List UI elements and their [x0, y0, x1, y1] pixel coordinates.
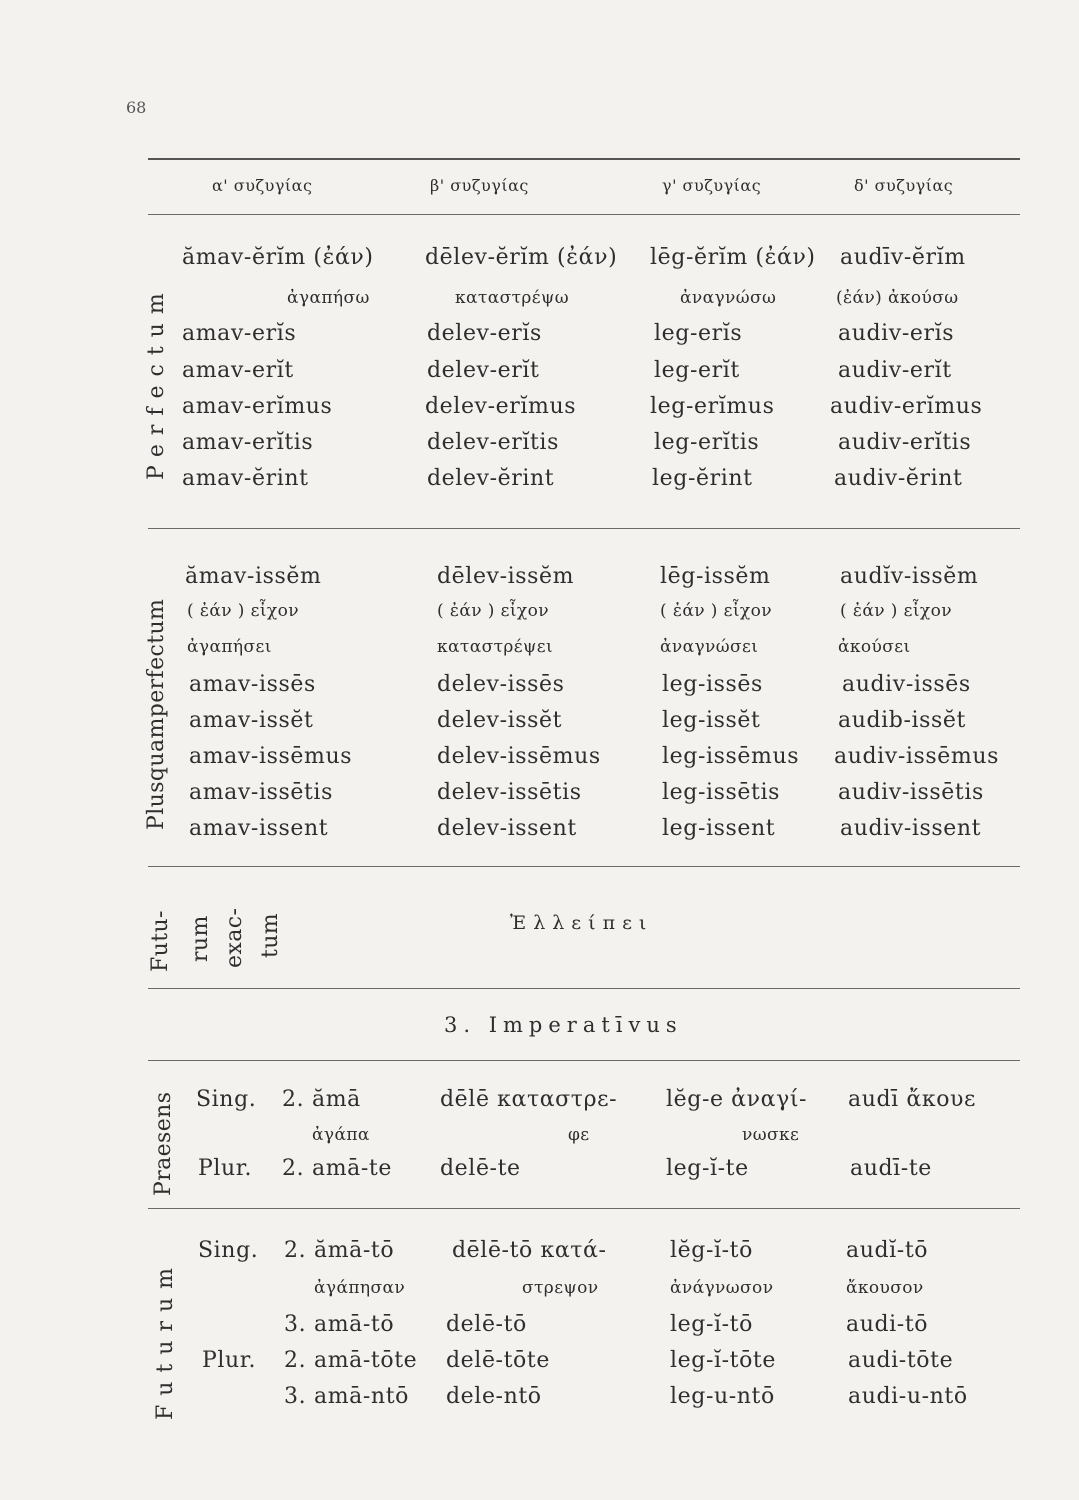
perfectum-row7-c3: leg-ĕrint	[652, 466, 753, 491]
praesens-plur-label: Plur.	[198, 1156, 253, 1181]
perfectum-row4-c2: delev-erĭt	[427, 358, 540, 383]
futurum-row1-c1: ămā-tō	[314, 1238, 395, 1263]
futurum-label: Futurum	[153, 1259, 178, 1420]
praesens-sing-num: 2.	[282, 1087, 305, 1112]
plusq-row6-c4: audiv-issēmus	[834, 744, 1000, 769]
futurum-row1-c3: lĕg-ĭ-tō	[670, 1238, 753, 1263]
perfectum-greek-c2: καταστρέψω	[455, 288, 569, 308]
perfectum-greek-c3: ἀναγνώσω	[680, 288, 777, 308]
perfectum-row6-c1: amav-erĭtis	[182, 430, 314, 455]
plusq-greek2-c3: ἀναγνώσει	[660, 637, 759, 657]
perfectum-row3-c4: audiv-erĭs	[838, 321, 955, 346]
plusq-row4-c4: audiv-issēs	[842, 672, 971, 697]
futurum-greek-c3: ἀνάγνωσον	[670, 1278, 774, 1298]
perfectum-row4-c4: audiv-erĭt	[838, 358, 952, 383]
futurum-exactum-bottom-rule	[148, 988, 1020, 989]
futurum-row5-c2: dele-ntō	[446, 1384, 542, 1409]
plusq-bottom-rule	[148, 866, 1020, 867]
plusq-row8-c2: delev-issent	[437, 816, 577, 841]
futurum-row3-num: 3.	[284, 1312, 307, 1337]
praesens-sing-c3: lĕg-e ἀναγί-	[666, 1087, 808, 1112]
plusq-row4-c1: amav-issēs	[189, 672, 316, 697]
perfectum-label: Perfectum	[144, 284, 169, 480]
futurum-sing-label: Sing.	[198, 1238, 259, 1263]
perfectum-row1-c4: audīv-ĕrĭm	[840, 245, 966, 270]
plusq-row4-c2: delev-issēs	[437, 672, 565, 697]
praesens-sing-c2: dēlē καταστρε-	[440, 1087, 618, 1112]
plusq-row7-c1: amav-issētis	[189, 780, 333, 805]
plusq-row7-c3: leg-issētis	[662, 780, 780, 805]
perfectum-row1-c1: ămav-ĕrĭm (ἐάν)	[182, 245, 374, 270]
futurum-row4-c4: audi-tōte	[848, 1348, 954, 1373]
plusq-greek1-c1: ( ἐάν ) εἶχον	[187, 601, 299, 621]
praesens-sing-greek-c1: ἀγάπα	[312, 1125, 370, 1145]
praesens-plur-c2: delē-te	[440, 1156, 521, 1181]
plusq-greek2-c1: ἀγαπήσει	[187, 637, 272, 657]
futurum-row1-num: 2.	[284, 1238, 307, 1263]
perfectum-row3-c2: delev-erĭs	[427, 321, 542, 346]
perfectum-row3-c1: amav-erĭs	[182, 321, 297, 346]
praesens-sing-label: Sing.	[196, 1087, 257, 1112]
praesens-sing-c1: ămā	[312, 1087, 361, 1112]
perfectum-row7-c1: amav-ĕrint	[182, 466, 309, 491]
plusq-greek1-c2: ( ἐάν ) εἶχον	[437, 601, 549, 621]
header-conjugation-1: α' συζυγίας	[212, 176, 313, 195]
perfectum-row6-c2: delev-erĭtis	[427, 430, 559, 455]
futurum-row4-c2: delē-tōte	[446, 1348, 550, 1373]
plusq-row6-c1: amav-issēmus	[189, 744, 353, 769]
perfectum-row5-c4: audiv-erĭmus	[830, 394, 983, 419]
praesens-sing-c4: audī ἄκουε	[848, 1087, 977, 1112]
plusq-row8-c3: leg-issent	[662, 816, 776, 841]
imperativus-title: 3. Imperatīvus	[444, 1013, 683, 1037]
praesens-sing-greek-c3: νωσκε	[742, 1125, 800, 1145]
praesens-plur-c3: leg-ĭ-te	[666, 1156, 749, 1181]
futurum-row4-c3: leg-ĭ-tōte	[670, 1348, 776, 1373]
top-rule	[148, 158, 1020, 160]
perfectum-row7-c2: delev-ĕrint	[427, 466, 555, 491]
plusq-greek2-c4: ἀκούσει	[838, 637, 911, 657]
praesens-sing-greek-c2: φε	[568, 1125, 590, 1145]
plusq-row6-c3: leg-issēmus	[662, 744, 800, 769]
perfectum-row1-c3: lēg-ĕrĭm (ἐάν)	[650, 245, 816, 270]
perfectum-greek-c1: ἀγαπήσω	[287, 288, 370, 308]
plusq-row1-c2: dēlev-issĕm	[437, 564, 575, 589]
plusquamperfectum-label: Plusquamperfectum	[144, 598, 169, 830]
futurum-row5-num: 3.	[284, 1384, 307, 1409]
plusq-greek2-c2: καταστρέψει	[437, 637, 554, 657]
perfectum-row5-c3: leg-erĭmus	[650, 394, 775, 419]
header-rule	[148, 214, 1020, 215]
perfectum-row5-c1: amav-erĭmus	[182, 394, 333, 419]
plusq-row5-c2: delev-issĕt	[437, 708, 563, 733]
futurum-row5-c1: amā-ntō	[314, 1384, 409, 1409]
header-conjugation-3: γ' συζυγίας	[662, 176, 762, 195]
futurum-row5-c4: audi-u-ntō	[848, 1384, 968, 1409]
praesens-plur-num: 2.	[282, 1156, 305, 1181]
futurum-row4-c1: amā-tōte	[314, 1348, 418, 1373]
futurum-greek-c2: στρεψον	[522, 1278, 599, 1298]
futurum-exactum-text: Ἐλλείπει	[510, 912, 654, 934]
futurum-greek-c1: ἀγάπησαν	[314, 1278, 406, 1298]
perfectum-row1-c2: dēlev-ĕrĭm (ἐάν)	[425, 245, 618, 270]
futurum-row3-c3: leg-ĭ-tō	[670, 1312, 753, 1337]
futurum-exactum-label-1: Futu-	[148, 910, 173, 972]
futurum-row1-c4: audĭ-tō	[846, 1238, 929, 1263]
plusq-row6-c2: delev-issēmus	[437, 744, 601, 769]
praesens-label: Praesens	[151, 1091, 176, 1196]
plusq-greek1-c3: ( ἐάν ) εἶχον	[660, 601, 772, 621]
perfectum-row7-c4: audiv-ĕrint	[834, 466, 963, 491]
plusq-row1-c1: ămav-issĕm	[185, 564, 322, 589]
futurum-greek-c4: ἄκουσον	[846, 1278, 924, 1298]
futurum-row5-c3: leg-u-ntō	[670, 1384, 775, 1409]
perfectum-greek-c4: (ἐάν) ἀκούσω	[836, 288, 959, 308]
header-conjugation-2: β' συζυγίας	[430, 176, 529, 195]
praesens-bottom-rule	[148, 1208, 1020, 1209]
futurum-exactum-label-4: tum	[258, 912, 283, 958]
futurum-row1-c2: dēlē-tō κατά-	[452, 1238, 607, 1263]
plusq-row7-c2: delev-issētis	[437, 780, 582, 805]
futurum-row4-num: 2.	[284, 1348, 307, 1373]
plusq-row7-c4: audiv-issētis	[838, 780, 984, 805]
futurum-row3-c1: amā-tō	[314, 1312, 395, 1337]
imperativus-rule	[148, 1060, 1020, 1061]
plusq-greek1-c4: ( ἐάν ) εἶχον	[840, 601, 952, 621]
plusq-row5-c3: leg-issĕt	[662, 708, 761, 733]
plusq-row1-c4: audĭv-issĕm	[840, 564, 979, 589]
plusq-row4-c3: leg-issēs	[662, 672, 763, 697]
futurum-exactum-label-3: exac-	[222, 907, 247, 968]
plusq-row5-c4: audib-issĕt	[838, 708, 966, 733]
perfectum-row5-c2: delev-erĭmus	[425, 394, 577, 419]
praesens-plur-c1: amā-te	[312, 1156, 392, 1181]
perfectum-bottom-rule	[148, 528, 1020, 529]
perfectum-row6-c3: leg-erĭtis	[654, 430, 760, 455]
futurum-plur-label: Plur.	[202, 1348, 257, 1373]
futurum-exactum-label-2: rum	[188, 915, 213, 962]
plusq-row5-c1: amav-issĕt	[189, 708, 314, 733]
perfectum-row4-c3: leg-erĭt	[654, 358, 740, 383]
futurum-row3-c2: delē-tō	[446, 1312, 527, 1337]
header-conjugation-4: δ' συζυγίας	[854, 176, 954, 195]
perfectum-row3-c3: leg-erĭs	[654, 321, 743, 346]
perfectum-row4-c1: amav-erĭt	[182, 358, 294, 383]
futurum-row3-c4: audi-tō	[846, 1312, 929, 1337]
plusq-row8-c4: audiv-issent	[840, 816, 982, 841]
plusq-row1-c3: lēg-issĕm	[660, 564, 771, 589]
perfectum-row6-c4: audiv-erĭtis	[838, 430, 972, 455]
plusq-row8-c1: amav-issent	[189, 816, 329, 841]
page-number: 68	[126, 98, 147, 117]
praesens-plur-c4: audī-te	[850, 1156, 932, 1181]
